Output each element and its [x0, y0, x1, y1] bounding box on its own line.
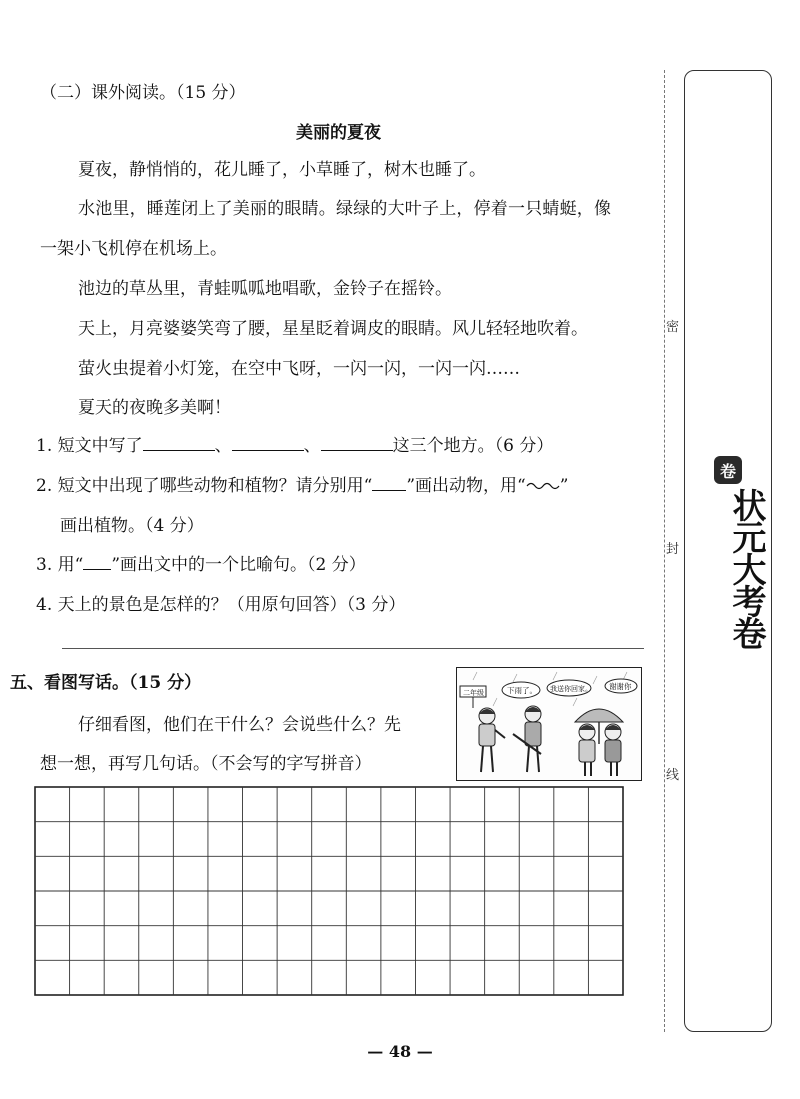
cartoon-sign-text: 二年级 [463, 689, 484, 697]
section-heading-reading: （二）课外阅读。（15 分） [40, 83, 246, 103]
passage-paragraph: 夏天的夜晚多美啊！ [78, 398, 231, 418]
writing-prompt-continued: 想一想，再写几句话。（不会写的字写拼音） [40, 754, 372, 774]
question-number: 4. [36, 595, 53, 615]
passage-paragraph-continued: 一架小飞机停在机场上。 [40, 239, 227, 259]
rain-scene-image [457, 668, 642, 781]
passage-paragraph: 夏夜，静悄悄的，花儿睡了，小草睡了，树木也睡了。 [78, 160, 486, 180]
binding-label-seal: 密 [666, 320, 680, 335]
straight-line-sample [372, 474, 406, 491]
straight-line-sample [83, 553, 111, 570]
question-number: 1. [36, 436, 53, 456]
writing-prompt: 仔细看图，他们在干什么？会说些什么？先 [78, 715, 401, 735]
question-number: 2. [36, 476, 53, 496]
brand-logo-icon: 卷 [714, 456, 742, 484]
wavy-line-sample-icon [526, 477, 560, 491]
answer-blank[interactable] [232, 434, 304, 451]
question-2: 2. 短文中出现了哪些动物和植物？请分别用“ ”画出动物，用“ ” [36, 476, 569, 496]
writing-grid[interactable] [34, 786, 624, 1000]
question-1: 1. 短文中写了 、 、 这三个地方。（6 分） [36, 436, 554, 456]
passage-title: 美丽的夏夜 [296, 123, 381, 143]
speech-bubble-text: 我送你回家。 [550, 685, 592, 693]
page-number: — 48 — [367, 1042, 433, 1061]
question-number: 3. [36, 555, 53, 575]
passage-paragraph: 天上，月亮婆婆笑弯了腰，星星眨着调皮的眼睛。风儿轻轻地吹着。 [78, 319, 588, 339]
writing-grid-lines [34, 786, 624, 996]
brand-logo-text: 状元大考卷 [726, 488, 766, 648]
question-4: 4. 天上的景色是怎样的？（用原句回答）（3 分） [36, 595, 406, 615]
question-2-continued: 画出植物。（4 分） [60, 516, 204, 536]
answer-blank[interactable] [143, 434, 215, 451]
section-heading-writing: 五、看图写话。（15 分） [10, 673, 202, 693]
speech-bubble-text: 谢谢你 [609, 682, 632, 691]
cartoon-illustration [456, 667, 642, 781]
passage-paragraph: 萤火虫提着小灯笼，在空中飞呀，一闪一闪，一闪一闪…… [78, 359, 520, 379]
passage-paragraph: 水池里，睡莲闭上了美丽的眼睛。绿绿的大叶子上，停着一只蜻蜓，像 [78, 199, 612, 219]
speech-bubble-text: 下雨了。 [507, 686, 537, 695]
answer-blank[interactable] [321, 434, 393, 451]
passage-paragraph: 池边的草丛里，青蛙呱呱地唱歌，金铃子在摇铃。 [78, 279, 452, 299]
binding-dashed-line [664, 70, 665, 1032]
section-divider [62, 648, 644, 649]
binding-label-line: 线 [666, 768, 680, 783]
question-3: 3. 用“ ”画出文中的一个比喻句。（2 分） [36, 555, 366, 575]
binding-label-envelope: 封 [666, 542, 680, 557]
